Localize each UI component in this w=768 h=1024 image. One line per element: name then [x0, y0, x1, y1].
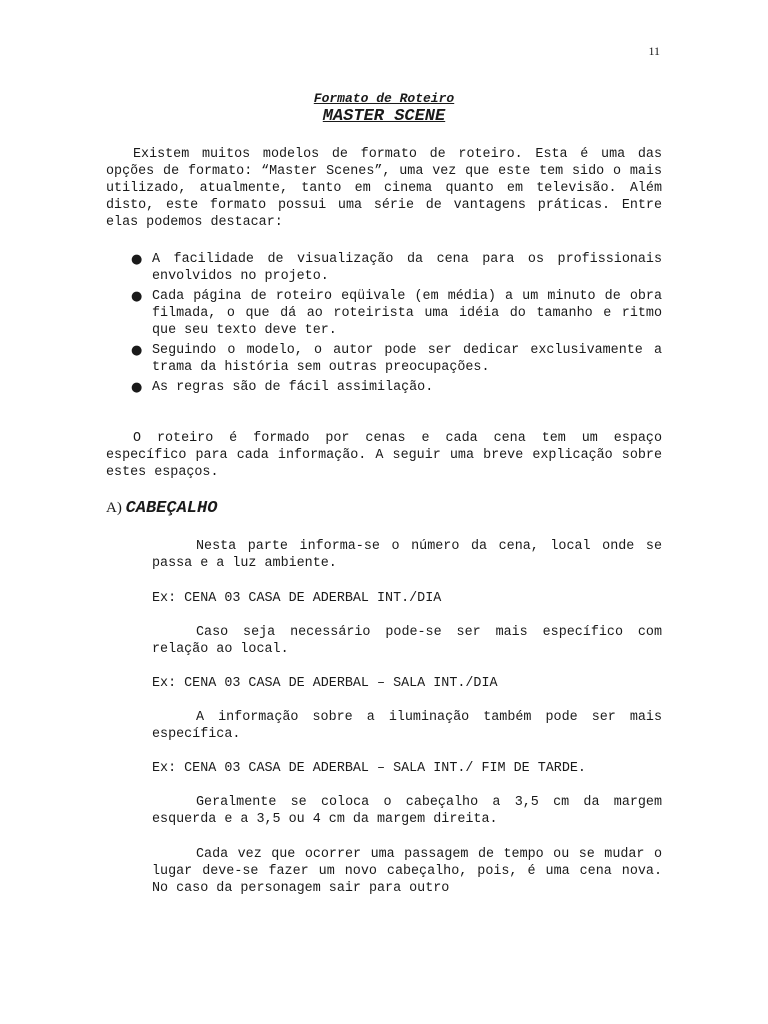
page-number: 11 [648, 44, 660, 58]
list-item: ● A facilidade de visualização da cena para os profissionais envolvidos no projeto. [131, 252, 662, 284]
bullet-icon: ● [131, 380, 143, 395]
section-heading [106, 497, 217, 520]
section-paragraph: Caso seja necessário pode-se ser mais específico com relação ao local. [152, 625, 662, 657]
section-paragraph: Geralmente se coloca o cabeçalho a 3,5 cm da margem esquerda e a 3,5 ou 4 cm da margem direita. [152, 795, 662, 827]
list-item: ● Seguindo o modelo, o autor pode ser dedicar exclusivamente a trama da história sem outras preocupações. [131, 343, 662, 375]
list-item: ● As regras são de fácil assimilação. [131, 380, 434, 395]
document-subtitle: Formato de Roteiro [313, 91, 455, 106]
example-line: Ex: CENA 03 CASA DE ADERBAL INT./DIA [152, 591, 442, 606]
intro-paragraph: Existem muitos modelos de formato de roteiro. Esta é uma das opções de formato: “Master Scenes”, uma vez que este tem sido o mais utilizado, atualmente, tanto em cinema quanto em televisão. Além disto, este formato possui uma série de vantagens práticas. Entre elas podemos destacar: [106, 147, 662, 230]
advantages-list [106, 251, 662, 399]
section-paragraph: Cada vez que ocorrer uma passagem de tempo ou se mudar o lugar deve-se fazer um novo cabeçalho, pois, é uma cena nova. No caso da personagem sair para outro [152, 847, 662, 896]
example-line: Ex: CENA 03 CASA DE ADERBAL – SALA INT./ FIM DE TARDE. [152, 761, 586, 776]
document-title: MASTER SCENE [322, 107, 446, 126]
structure-paragraph: O roteiro é formado por cenas e cada cena tem um espaço específico para cada informação. A seguir uma breve explicação sobre estes espaços. [106, 431, 662, 480]
bullet-icon: ● [131, 343, 143, 358]
list-item: ● Cada página de roteiro eqüivale (em média) a um minuto de obra filmada, o que dá ao roteirista uma idéia do tamanho e ritmo que seu texto deve ter. [131, 289, 662, 338]
bullet-icon: ● [131, 252, 143, 267]
section-letter: A) [106, 500, 122, 516]
section-title: CABEÇALHO [125, 499, 218, 518]
example-line: Ex: CENA 03 CASA DE ADERBAL – SALA INT./DIA [152, 676, 498, 691]
bullet-icon: ● [131, 289, 143, 304]
section-paragraph: A informação sobre a iluminação também pode ser mais específica. [152, 710, 662, 742]
section-paragraph: Nesta parte informa-se o número da cena, local onde se passa e a luz ambiente. [152, 539, 662, 571]
